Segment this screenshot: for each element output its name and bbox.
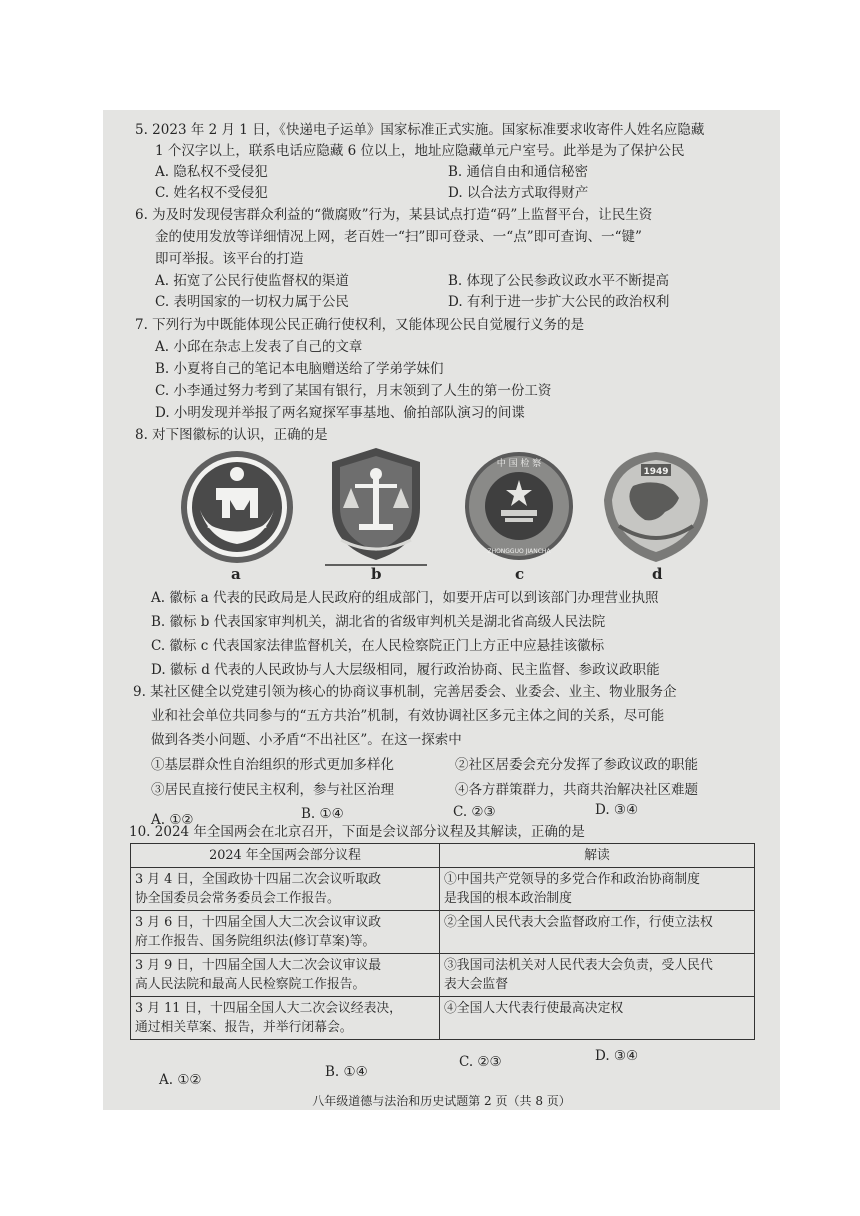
table-header-interpretation: 解读 (440, 844, 755, 868)
q6-stem-line2: 金的使用发放等详细情况上网，老百姓一“扫”即可登录、一“点”即可查询、一“键” (155, 229, 642, 245)
q9-statement-4: ④各方群策群力，共商共治解决社区难题 (455, 782, 698, 798)
q9-stem-line2: 业和社会单位共同参与的“五方共治”机制，有效协调社区多元主体之间的关系，尽可能 (151, 708, 665, 724)
emblem-c-top-text: 中 国 检 察 (496, 459, 542, 469)
procuratorate-emblem-c (463, 450, 575, 562)
q9-option-d: D. ③④ (595, 802, 639, 818)
agenda-text: 通过相关草案、报告，并举行闭幕会。 (135, 1020, 353, 1035)
q9-statement-2: ②社区居委会充分发挥了参政议政的职能 (455, 757, 698, 773)
q10-agenda-table (130, 843, 755, 1040)
agenda-text: 协全国委员会常务委员会工作报告。 (135, 891, 340, 906)
interpretation-text: 表大会监督 (444, 977, 508, 992)
emblem-c-bottom-text: ZHONGGUO JIANCHA (487, 548, 551, 555)
emblem-label-c: c (515, 565, 525, 583)
q9-statement-1: ①基层群众性自治组织的形式更加多样化 (151, 757, 394, 773)
interpretation-text: ②全国人民代表大会监督政府工作，行使立法权 (444, 915, 713, 930)
q10-option-a: A. ①② (159, 1072, 202, 1088)
emblem-label-a: a (231, 565, 241, 583)
table-row (131, 868, 755, 911)
table-row (131, 911, 755, 954)
table-row (131, 954, 755, 997)
q6-option-d: D. 有利于进一步扩大公民的政治权利 (448, 294, 670, 310)
interpretation-cell (440, 997, 755, 1040)
agenda-text: 3 月 4 日，全国政协十四届二次会议听取政 (135, 872, 382, 887)
q6-stem-line3: 即可举报。该平台的打造 (155, 251, 304, 267)
q7-option-d: D. 小明发现并举报了两名窥探军事基地、偷拍部队演习的间谍 (155, 405, 525, 421)
q10-option-b: B. ①④ (325, 1064, 368, 1080)
q7-option-c: C. 小李通过努力考到了某国有银行，月末领到了人生的第一份工资 (155, 383, 552, 399)
interpretation-cell (440, 954, 755, 997)
cppcc-emblem-d (597, 446, 715, 566)
q8-option-a: A. 徽标 a 代表的民政局是人民政府的组成部门，如要开店可以到该部门办理营业执照 (151, 590, 659, 606)
q10-option-d: D. ③④ (595, 1048, 639, 1064)
table-header-agenda: 2024 年全国两会部分议程 (131, 844, 440, 868)
agenda-cell (131, 868, 440, 911)
q5-stem-line1: 5. 2023 年 2 月 1 日，《快递电子运单》国家标准正式实施。国家标准要求收寄件人姓名应隐藏 (135, 122, 705, 138)
q10-stem: 10. 2024 年全国两会在北京召开，下面是会议部分议程及其解读，正确的是 (129, 824, 585, 840)
q5-option-c: C. 姓名权不受侵犯 (155, 185, 268, 201)
emblem-label-d: d (652, 565, 663, 583)
q8-option-b: B. 徽标 b 代表国家审判机关，湖北省的省级审判机关是湖北省高级人民法院 (151, 614, 606, 630)
agenda-text: 高人民法院和最高人民检察院工作报告。 (135, 977, 366, 992)
emblem-label-b: b (371, 565, 382, 583)
table-header-row (131, 844, 755, 868)
agenda-text: 3 月 6 日，十四届全国人大二次会议审议政 (135, 915, 382, 930)
interpretation-cell (440, 868, 755, 911)
interpretation-text: ①中国共产党领导的多党合作和政治协商制度 (444, 872, 700, 887)
agenda-text: 3 月 11 日，十四届全国人大二次会议经表决， (135, 1001, 402, 1016)
interpretation-cell (440, 911, 755, 954)
agenda-text: 府工作报告、国务院组织法(修订草案)等。 (135, 934, 376, 949)
agenda-cell (131, 911, 440, 954)
q6-option-a: A. 拓宽了公民行使监督权的渠道 (155, 273, 349, 289)
exam-page (103, 110, 780, 1110)
q5-stem-line2: 1 个汉字以上，联系电话应隐藏 6 位以上，地址应隐藏单元户室号。此举是为了保护公民 (155, 143, 685, 159)
q9-option-c: C. ②③ (453, 804, 496, 820)
interpretation-text: ③我国司法机关对人民代表大会负责，受人民代 (444, 958, 713, 973)
court-emblem-b (325, 444, 427, 566)
q7-stem: 7. 下列行为中既能体现公民正确行使权利，又能体现公民自觉履行义务的是 (135, 317, 585, 333)
q9-stem-line1: 9. 某社区健全以党建引领为核心的协商议事机制，完善居委会、业委会、业主、物业服务企 (133, 684, 677, 700)
q5-option-a: A. 隐私权不受侵犯 (155, 164, 268, 180)
q8-stem: 8. 对下图徽标的认识，正确的是 (135, 427, 328, 443)
q9-option-a: A. ①② (151, 812, 194, 828)
interpretation-text: ④全国人大代表行使最高决定权 (444, 1001, 624, 1016)
q6-stem-line1: 6. 为及时发现侵害群众利益的“微腐败”行为，某县试点打造“码”上监督平台，让民生资 (135, 207, 653, 223)
q6-option-c: C. 表明国家的一切权力属于公民 (155, 294, 349, 310)
q8-option-c: C. 徽标 c 代表国家法律监督机关，在人民检察院正门上方正中应悬挂该徽标 (151, 638, 605, 654)
q7-option-a: A. 小邱在杂志上发表了自己的文章 (155, 339, 363, 355)
q7-option-b: B. 小夏将自己的笔记本电脑赠送给了学弟学妹们 (155, 361, 444, 377)
page-footer: 八年级道德与法治和历史试题第 2 页（共 8 页） (312, 1094, 571, 1108)
q9-stem-line3: 做到各类小问题、小矛盾“不出社区”。在这一探索中 (151, 732, 462, 748)
q6-option-b: B. 体现了公民参政议政水平不断提高 (448, 273, 670, 289)
agenda-cell (131, 997, 440, 1040)
q9-option-b: B. ①④ (301, 806, 344, 822)
agenda-cell (131, 954, 440, 997)
q5-option-b: B. 通信自由和通信秘密 (448, 164, 589, 180)
q5-option-d: D. 以合法方式取得财产 (448, 185, 589, 201)
interpretation-text: 是我国的根本政治制度 (444, 891, 572, 906)
q8-option-d: D. 徽标 d 代表的人民政协与人大层级相同，履行政治协商、民主监督、参政议政职能 (151, 662, 660, 678)
q10-option-c: C. ②③ (459, 1054, 502, 1070)
emblem-d-year: 1949 (643, 467, 669, 477)
table-row (131, 997, 755, 1040)
agenda-text: 3 月 9 日，十四届全国人大二次会议审议最 (135, 958, 382, 973)
civil-affairs-emblem-a (178, 448, 296, 566)
q9-statement-3: ③居民直接行使民主权利，参与社区治理 (151, 782, 394, 798)
